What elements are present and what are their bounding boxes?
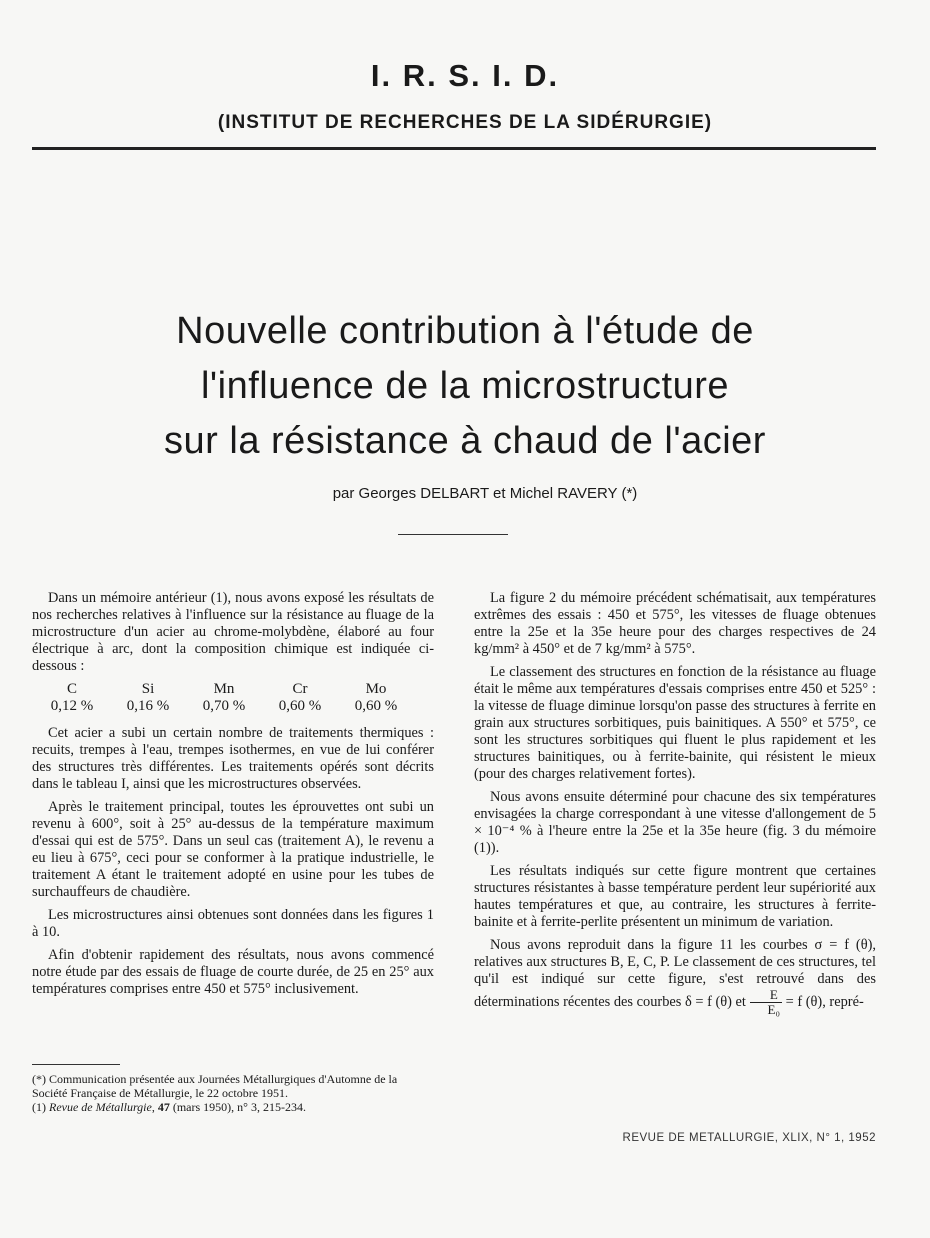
element-symbol: Mn: [213, 681, 235, 697]
footnote-1: (*) Communication présentée aux Journées Métallurgiques d'Automne de la Société Française de Métallurgie, le 22 octobre 1951.: [32, 1072, 398, 1100]
right-paragraph-5: [474, 937, 876, 1017]
right-paragraph-1: La figure 2 du mémoire précédent schématisait, aux températures extrêmes des essais : 450 et 575°, les vitesses de fluage obtenues entre la 25e et la 35e heure pour des charges respectives de 24 kg/mm² à 450° et de 7 kg/mm² à 575°.: [474, 590, 876, 657]
left-paragraph-5: Afin d'obtenir rapidement des résultats, nous avons commencé notre étude par des essais de fluage de courte durée, de 25 en 25° aux températures comprises entre 450 et 575° inclusivement.: [32, 947, 434, 997]
footnote-2-num: (1): [32, 1100, 49, 1114]
element-symbol: Mo: [365, 681, 387, 697]
left-paragraph-3: Après le traitement principal, toutes les éprouvettes ont subi un revenu à 600°, soit à 25° au-dessus de la température maximum d'essai qui est de 575°. Dans un seul cas (traitement A), le revenu a eu lieu à 675°, ceci pour se conformer à la pratique industrielle, le traitement A étant le traitement adopté en usine pour les tubes de surchauffeurs de chaudière.: [32, 799, 434, 900]
org-title: I. R. S. I. D.: [370, 58, 560, 93]
right-paragraph-2: Le classement des structures en fonction de la résistance au fluage était le même aux températures d'essais comprises entre 450 et 525° : la vitesse de fluage diminue lorsqu'on passe des structures à ferrite en grain aux structures sorbitiques, puis bainitiques. A 550° et 575°, ce sont les structures sorbitiques qui fluent le plus rapidement et les structures bainitiques, ou à ferrite-bainite, qui résistent le mieux (pour des charges relativement fortes).: [474, 664, 876, 782]
title-line-1: Nouvelle contribution à l'étude de: [176, 310, 754, 352]
footnotes: [32, 1072, 434, 1114]
element-value: 0,12 %: [50, 698, 94, 714]
fraction-e-e0: [750, 988, 782, 1017]
right-paragraph-5-end: = f (θ), repré-: [785, 993, 864, 1010]
element-value: 0,60 %: [354, 698, 398, 714]
left-paragraph-4: Les microstructures ainsi obtenues sont données dans les figures 1 à 10.: [32, 907, 434, 940]
fraction-denominator: E₀: [767, 1002, 781, 1017]
composition-cell: [338, 681, 414, 715]
composition-cell: [110, 681, 186, 715]
org-full-name: (INSTITUT DE RECHERCHES DE LA SIDÉRURGIE): [217, 112, 713, 133]
fraction-numerator: E: [750, 988, 782, 1003]
composition-cell: [262, 681, 338, 715]
composition-cell: [186, 681, 262, 715]
running-footer: REVUE DE METALLURGIE, XLIX, N° 1, 1952: [622, 1132, 876, 1144]
element-value: 0,16 %: [126, 698, 170, 714]
authors-line: par Georges DELBART et Michel RAVERY (*): [332, 485, 638, 502]
footnote-rule: [32, 1064, 120, 1065]
journal-name: Revue de Métallurgie: [49, 1100, 152, 1114]
left-paragraph-2: Cet acier a subi un certain nombre de traitements thermiques : recuits, trempes à l'eau, trempes isothermes, en vue de lui conférer des structures très différentes. Les traitements opérés sont décrits dans le tableau I, ainsi que les microstructures observées.: [32, 725, 434, 792]
element-symbol: C: [66, 681, 77, 697]
footnote-2: (1) Revue de Métallurgie, 47 (mars 1950), n° 3, 215-234.: [32, 1100, 306, 1114]
footnote-2-rest: (mars 1950), n° 3, 215-234.: [169, 1100, 306, 1114]
right-paragraph-3: Nous avons ensuite déterminé pour chacune des six températures envisagées la charge correspondant à une vitesse d'allongement de 5 × 10⁻⁴ % à l'heure entre la 25e et la 35e heure (fig. 3 du mémoire (1)).: [474, 789, 876, 856]
journal-volume: 47: [157, 1100, 170, 1114]
right-column: [474, 590, 876, 1023]
left-column: [32, 590, 434, 1004]
title-separator: [398, 534, 508, 535]
element-symbol: Si: [141, 681, 155, 697]
left-paragraph-1: Dans un mémoire antérieur (1), nous avons exposé les résultats de nos recherches relatives à l'influence sur la résistance au fluage de la microstructure d'un acier au chrome-molybdène, élaboré au four électrique à arc, dont la composition chimique est indiquée ci-dessous :: [32, 590, 434, 674]
right-paragraph-5-text: Nous avons reproduit dans la figure 11 les courbes σ = f (θ), relatives aux structures B, E, C, P. Le classement de ces structures, tel qu'il est indiqué sur cette figure, s'est retrouvé dans des déterminations récentes des courbes δ = f (θ) et: [474, 937, 876, 1010]
element-symbol: Cr: [292, 681, 308, 697]
title-line-2: l'influence de la microstructure: [200, 365, 730, 407]
element-value: 0,70 %: [202, 698, 246, 714]
composition-table: [34, 681, 414, 715]
composition-cell: [34, 681, 110, 715]
header-rule: [32, 147, 876, 150]
title-line-3: sur la résistance à chaud de l'acier: [164, 420, 766, 462]
right-paragraph-4: Les résultats indiqués sur cette figure montrent que certaines structures résistantes à basse température perdent leur supériorité aux hautes températures et que, au contraire, les structures à ferrite-bainite et à ferrite-perlite présentent un minimum de variation.: [474, 863, 876, 930]
article-title: [60, 304, 870, 469]
element-value: 0,60 %: [278, 698, 322, 714]
